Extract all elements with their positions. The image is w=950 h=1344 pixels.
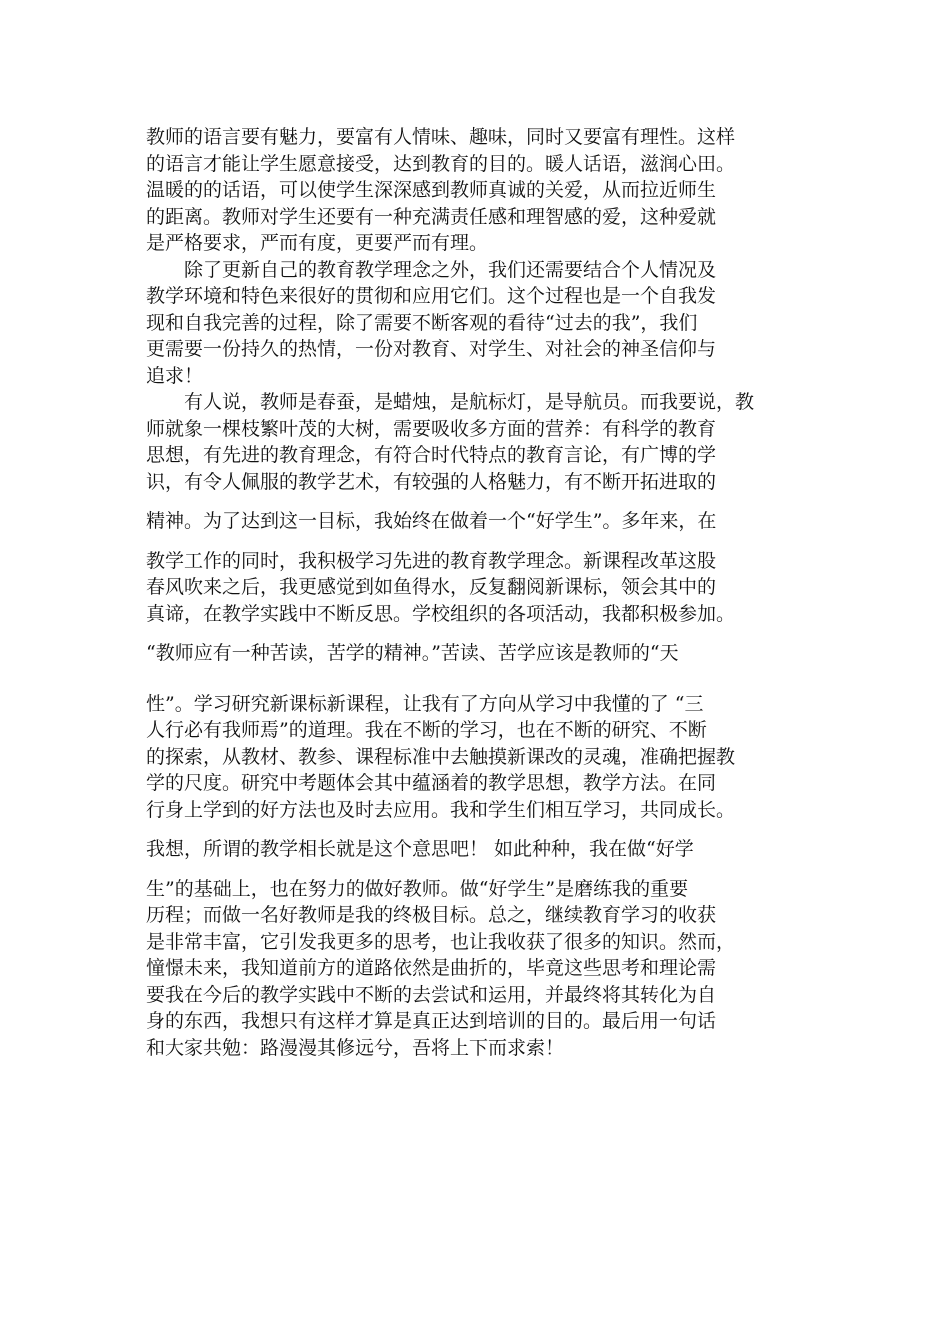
text-line: 要我在今后的教学实践中不断的去尝试和运用，并最终将其转化为自 xyxy=(146,983,717,1006)
text-line: 思想，有先进的教育理念，有符合时代特点的教育言论，有广博的学 xyxy=(146,444,717,466)
text-line: 是非常丰富，它引发我更多的思考，也让我收获了很多的知识。然而， xyxy=(146,930,736,953)
text-line: 和大家共勉：路漫漫其修远兮，吾将上下而求索！ xyxy=(146,1036,565,1059)
text-line: 识，有令人佩服的教学艺术，有较强的人格魅力，有不断开拓进取的 xyxy=(146,470,717,493)
text-line: 追求！ xyxy=(146,364,204,387)
text-line: 是严格要求，严而有度，更要严而有理。 xyxy=(146,232,489,254)
body-text xyxy=(146,124,826,1061)
text-line: 现和自我完善的过程，除了需要不断客观的看待“过去的我”，我们 xyxy=(146,311,698,334)
text-line: “教师应有一种苦读，苦学的精神。”苦读、苦学应该是教师的“天 xyxy=(146,642,679,664)
text-line: 教学工作的同时，我积极学习先进的教育教学理念。新课程改革这股 xyxy=(146,549,717,572)
text-line: 的距离。教师对学生还要有一种充满责任感和理智感的爱，这种爱就 xyxy=(146,205,717,228)
text-line: 生”的基础上，也在努力的做好教师。做“好学生”是磨练我的重要 xyxy=(146,877,689,900)
text-line: 春风吹来之后，我更感觉到如鱼得水，反复翻阅新课标，领会其中的 xyxy=(146,576,717,598)
text-line: 历程；而做一名好教师是我的终极目标。总之，继续教育学习的收获 xyxy=(146,904,717,926)
text-line: 我想，所谓的教学相长就是这个意思吧！ 如此种种，我在做“好学 xyxy=(146,838,694,860)
text-line: 的语言才能让学生愿意接受，达到教育的目的。暖人话语，滋润心田。 xyxy=(146,152,736,175)
text-line: 有人说，教师是春蚕，是蜡烛，是航标灯，是导航员。而我要说，教 xyxy=(146,391,755,413)
text-line: 精神。为了达到这一目标，我始终在做着一个“好学生”。多年来，在 xyxy=(146,510,717,532)
text-line: 人行必有我师焉”的道理。我在不断的学习，也在不断的研究、不断 xyxy=(146,719,707,741)
text-line: 憧憬未来，我知道前方的道路依然是曲折的，毕竟这些思考和理论需 xyxy=(146,957,717,979)
text-line: 温暖的的话语，可以使学生深深感到教师真诚的关爱，从而拉近师生 xyxy=(146,179,717,201)
text-line: 身的东西，我想只有这样才算是真正达到培训的目的。最后用一句话 xyxy=(146,1010,717,1032)
text-line: 除了更新自己的教育教学理念之外，我们还需要结合个人情况及 xyxy=(146,258,717,281)
text-line: 行身上学到的好方法也及时去应用。我和学生们相互学习，共同成长。 xyxy=(146,798,736,821)
text-line: 教学环境和特色来很好的贯彻和应用它们。这个过程也是一个自我发 xyxy=(146,285,717,307)
text-line: 师就象一棵枝繁叶茂的大树，需要吸收多方面的营养：有科学的教育 xyxy=(146,417,717,440)
text-line: 更需要一份持久的热情，一份对教育、对学生、对社会的神圣信仰与 xyxy=(146,338,717,360)
text-line: 性”。学习研究新课标新课程，让我有了方向从学习中我懂的了 “三 xyxy=(146,692,704,715)
text-line: 教师的语言要有魅力，要富有人情味、趣味，同时又要富有理性。这样 xyxy=(146,126,736,148)
text-line: 学的尺度。研究中考题体会其中蕴涵着的教学思想，教学方法。在同 xyxy=(146,772,717,794)
text-line: 的探索，从教材、教参、课程标准中去触摸新课改的灵魂，准确把握教 xyxy=(146,745,736,768)
text-line: 真谛，在教学实践中不断反思。学校组织的各项活动，我都积极参加。 xyxy=(146,602,736,625)
